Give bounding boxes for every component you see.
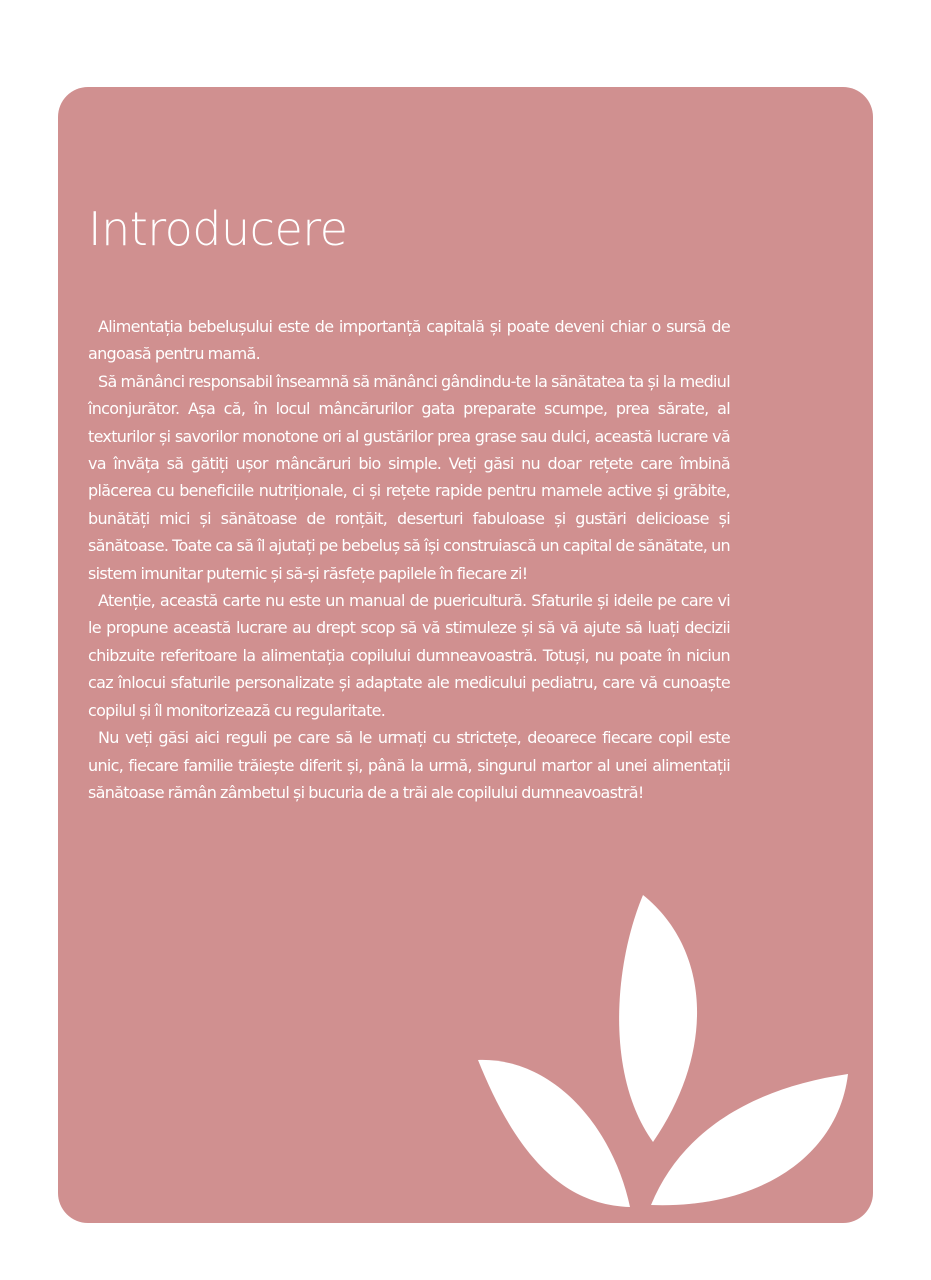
paragraph-3: Atenție, această carte nu este un manual de puericultură. Sfaturile și ideile pe care vi le propune această lucrare au drept scop să vă stimuleze și să vă ajute să luați decizii chibzuite referitoare la alimentația copilului dumneavoastră. Totuși, nu poate în niciun caz înlocui sfaturile personalizate și adaptate ale medicului pediatru, care vă cunoaște copilul și îl monitorizează cu regularitate. (88, 591, 730, 720)
leaf-right-icon (651, 1074, 848, 1205)
paragraph-4: Nu veți găsi aici reguli pe care să le urmați cu strictețe, deoarece fiecare copil este unic, fiecare familie trăiește diferit și, până la urmă, singurul martor al unei alimentații sănătoase rămân zâmbetul și bucuria de a trăi ale copilului dumneavoastră! (88, 728, 730, 802)
paragraph-2: Să mănânci responsabil înseamnă să mănânci gândindu-te la sănătatea ta și la mediul înconjurător. Așa că, în locul mâncărurilor gata preparate scumpe, prea sărate, al texturilor și savorilor monotone ori al gustărilor prea grase sau dulci, această lucrare vă va învăța să gătiți ușor mâncăruri bio simple. Veți găsi nu doar rețete care îmbină plăcerea cu beneficiile nutriționale, ci și rețete rapide pentru mamele active și grăbite, bunătăți mici și sănătoase de ronțăit, deserturi fabuloase și gustări delicioase și sănătoase. Toate ca să îl ajutați pe bebeluș să își construiască un capital de sănătate, un sistem imunitar puternic și să-și răsfețe papilele în fiecare zi! (88, 371, 730, 583)
leaf-top-icon (619, 895, 697, 1142)
leaf-left-icon (478, 1060, 630, 1207)
body-text (88, 313, 730, 806)
intro-panel (58, 87, 873, 1223)
paragraph-1: Alimentația bebelușului este de importanță capitală și poate deveni chiar o sursă de angoasă pentru mamă. (88, 317, 730, 364)
page-title: Introducere (88, 202, 348, 256)
